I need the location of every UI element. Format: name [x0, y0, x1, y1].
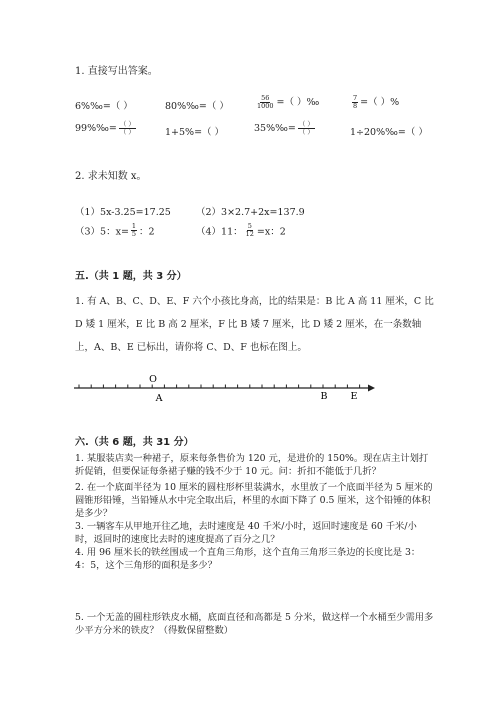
- answer-blank: =（ ）‰: [276, 97, 320, 108]
- expr: ‰: [275, 123, 288, 134]
- point-e-label: E: [350, 391, 358, 402]
- expr: ‰: [186, 101, 199, 112]
- expr: 99%: [75, 123, 97, 134]
- numerator: （ ）: [298, 120, 314, 128]
- expr: ‰: [96, 123, 109, 134]
- expr: ‰: [385, 127, 398, 138]
- answer-blank: =（ ）: [194, 127, 225, 138]
- equation-1: （1）5x-3.25=17.25: [75, 207, 171, 218]
- answer-blank: =（ ）: [198, 101, 229, 112]
- fraction-blank: [119, 121, 136, 136]
- expr: 1+5%: [165, 127, 195, 138]
- numerator: 5: [247, 222, 252, 230]
- fraction: [245, 223, 255, 238]
- point-b-label: B: [320, 391, 328, 402]
- problem-1-5: 99%‰= $\frac{( )}{( )}$: [75, 120, 135, 136]
- denominator: （ ）: [298, 128, 314, 136]
- numerator: （ ）: [119, 120, 135, 128]
- problem-1-4: [350, 94, 399, 110]
- numerator: 7: [353, 94, 358, 102]
- point-a-label: A: [155, 393, 163, 404]
- answer-blank: =（ ）: [397, 127, 428, 138]
- question-1: 1. 某服装店卖一种裙子，原来每条售价为 120 元，是进价的 150%。现在店主计划打折促销，但要保证每条裙子赚的钱不少于 10 元。问：折扣不能低于几折？: [75, 453, 429, 477]
- denominator: 1000: [257, 102, 274, 110]
- fraction: [352, 95, 358, 110]
- expr: 35%: [254, 123, 276, 134]
- answer-blank: =（ ）: [102, 101, 133, 112]
- fraction-blank: [298, 121, 315, 136]
- answer-blank: =（ ）%: [360, 97, 400, 108]
- problem-1-6: [165, 124, 224, 138]
- expr: 1÷20%: [350, 127, 386, 138]
- expr: 6%: [75, 101, 91, 112]
- number-line: [70, 372, 380, 404]
- section6-heading: 六.（共 6 题，共 31 分）: [75, 437, 194, 448]
- equation-3: [75, 223, 155, 238]
- question-4: 4. 用 96 厘米长的铁丝围成一个直角三角形，这个直角三角形三条边的长度比是 3：4：5，这个三角形的面积是多少？: [75, 547, 421, 571]
- equation-2: （2）3×2.7+2x=137.9: [196, 207, 305, 218]
- expr: 80%: [165, 101, 187, 112]
- equation-4: [196, 223, 286, 238]
- problem-1-3: [254, 94, 319, 110]
- denominator: 5: [131, 230, 137, 238]
- question-5: 5. 一个无盖的圆柱形铁皮水桶，底面直径和高都是 5 分米，做这样一个水桶至少需用多少平方分米的铁皮？（得数保留整数）: [75, 612, 434, 636]
- eq-text: =x：2: [256, 226, 286, 238]
- numerator: 1: [131, 222, 137, 230]
- fraction: [131, 223, 137, 238]
- section5-problem: 1. 有 A、B、C、D、E、F 六个小孩比身高，比的结果是：B 比 A 高 11 厘米，C 比 D 矮 1 厘米，E 比 B 高 2 厘米，F 比 B 矮 7 厘米，比 D 矮 2 厘米，在一条数轴上，A、B、E 已标出，请你将 C、D、F 也标在图上。: [75, 296, 434, 353]
- eq-text: （4）11：: [196, 226, 243, 238]
- section5-heading: 五.（共 1 题，共 3 分）: [75, 271, 187, 282]
- denominator: （ ）: [119, 128, 135, 136]
- eq-text: （3）5：x=: [75, 226, 129, 238]
- arrow-head: [368, 385, 375, 392]
- problem-1-8: [350, 124, 428, 138]
- section1-title: 1. 直接写出答案。: [75, 66, 158, 77]
- denominator: 8: [353, 102, 358, 110]
- eq-text: ：2: [139, 226, 155, 238]
- denominator: 12: [245, 230, 254, 238]
- question-2: 2. 在一个底面半径为 10 厘米的圆柱形杯里装满水，水里放了一个底面半径为 5 厘米的圆锥形铅锤，当铅锤从水中完全取出后，杯里的水面下降了 0.5 厘米，这个铅锤的体积是多少？: [75, 482, 433, 519]
- fraction: [256, 95, 275, 110]
- origin-label: O: [149, 374, 157, 385]
- problem-1-2: [165, 98, 229, 112]
- problem-1-7: 35%‰= $\frac{( )}{( )}$: [254, 120, 314, 136]
- problem-1-1: [75, 98, 133, 112]
- section2-title: 2. 求未知数 x。: [75, 171, 147, 182]
- question-3: 3. 一辆客车从甲地开往乙地，去时速度是 40 千米/小时，返回时速度是 60 千米/小时，返回时的速度比去时的速度提高了百分之几？: [75, 521, 417, 545]
- expr: ‰: [90, 101, 103, 112]
- numerator: 56: [261, 94, 270, 102]
